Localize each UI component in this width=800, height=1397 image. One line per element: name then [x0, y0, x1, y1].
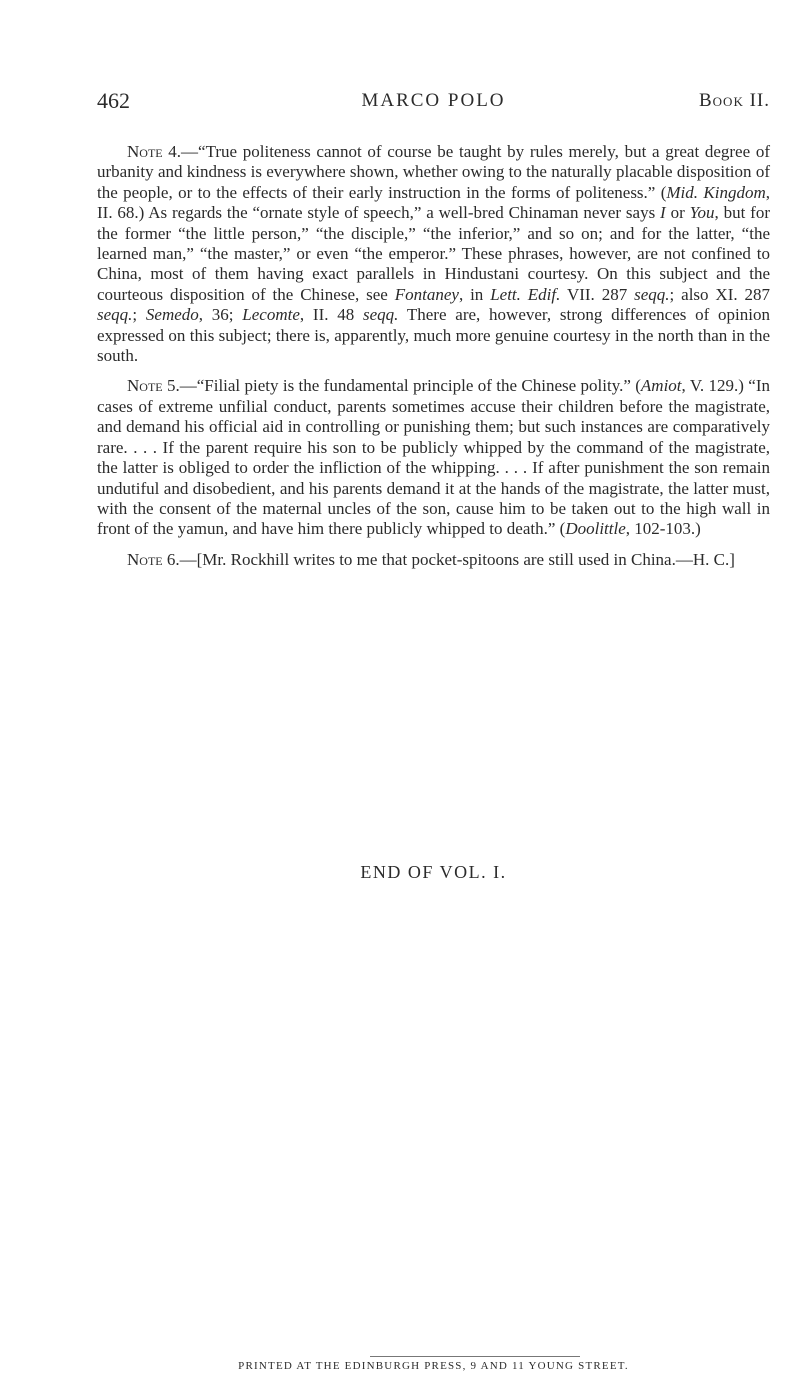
- note-label: Note 6.: [127, 549, 180, 569]
- running-title: MARCO POLO: [361, 90, 506, 111]
- note-text: [97, 142, 770, 365]
- text-run: , V. 129.) “In cases of extreme unfilial conduct, parents sometimes accuse their children before the magistrate, and demand his official aid in controlling or punishing them; but such instances are comparatively rare. . . . If the parent require his son to be publicly whipped by the command of the magistrate, the latter is obliged to order the infliction of the whipping. . . . If after punishment the son remain undutiful and disobedient, and his parents demand it at the hands of the magistrate, the latter must, with the consent of the maternal uncles of the son, cause him to be taken out to the high wall in front of the yamun, and have him there publicly whipped to death.” (: [97, 376, 770, 539]
- italic-reference: Doolittle: [565, 519, 626, 539]
- text-run: There are, however, strong differences of opinion expressed on this subject; there is, apparently, much more genuine courtesy in the north than in the south.: [97, 305, 770, 366]
- italic-reference: Semedo: [145, 305, 199, 325]
- text-run: , 36;: [198, 305, 243, 325]
- italic-reference: Fontaney: [394, 284, 459, 304]
- text-run: or: [665, 203, 690, 223]
- italic-reference: Mid. Kingdom: [666, 182, 766, 202]
- text-run: , in: [458, 284, 491, 304]
- note-label: Note 5.: [127, 376, 180, 396]
- italic-reference: Lecomte: [242, 305, 300, 325]
- note-5: [97, 376, 770, 539]
- italic-reference: seqq.: [363, 305, 399, 325]
- note-6: [97, 550, 770, 570]
- italic-reference: Amiot: [640, 376, 682, 396]
- text-run: —“True politeness cannot of course be taught by rules merely, but a great degree of urbanity and kindness is everywhere shown, whether owing to the naturally placable disposition of the people, or to the effects of their early instruction in the forms of politeness.” (: [97, 142, 770, 202]
- text-run: , II. 68.) As regards the “ornate style of speech,” a well-bred Chinaman never says: [97, 182, 770, 223]
- note-4: [97, 142, 770, 366]
- note-label: Note 4.: [127, 142, 182, 161]
- printer-imprint: PRINTED AT THE EDINBURGH PRESS, 9 AND 11 YOUNG STREET.: [238, 1360, 629, 1372]
- text-run: , 102-103.): [625, 519, 701, 539]
- note-text: [97, 376, 770, 538]
- italic-reference: seqq.: [97, 305, 133, 325]
- note-text: [180, 550, 735, 569]
- text-run: , II. 48: [299, 305, 363, 325]
- book-indicator: Book II.: [699, 90, 770, 111]
- end-of-volume: END OF VOL. I.: [360, 862, 507, 882]
- italic-reference: seqq.: [634, 284, 670, 304]
- text-run: VII. 287: [560, 284, 635, 304]
- imprint-rule: [370, 1356, 580, 1357]
- italic-reference: You: [689, 203, 715, 223]
- text-run: ; also XI. 287: [669, 284, 771, 304]
- text-run: , but for the former “the little person,” “the disciple,” “the inferior,” and so on; and for the latter, “the learned man,” “the master,” or even “the emperor.” These phrases, however, are not confined to China, most of them having exact parallels in Hindustani courtesy. On this subject and the courteous disposition of the Chinese, see: [97, 203, 770, 304]
- text-run: ;: [132, 305, 146, 325]
- text-run: —[Mr. Rockhill writes to me that pocket-spitoons are still used in China.—H. C.]: [179, 549, 735, 569]
- running-header: [97, 88, 770, 118]
- notes-body: [97, 142, 770, 570]
- page-number: 462: [97, 88, 130, 113]
- italic-reference: I: [660, 203, 666, 223]
- italic-reference: Lett. Edif.: [490, 284, 561, 304]
- text-run: —“Filial piety is the fundamental principle of the Chinese polity.” (: [179, 376, 641, 396]
